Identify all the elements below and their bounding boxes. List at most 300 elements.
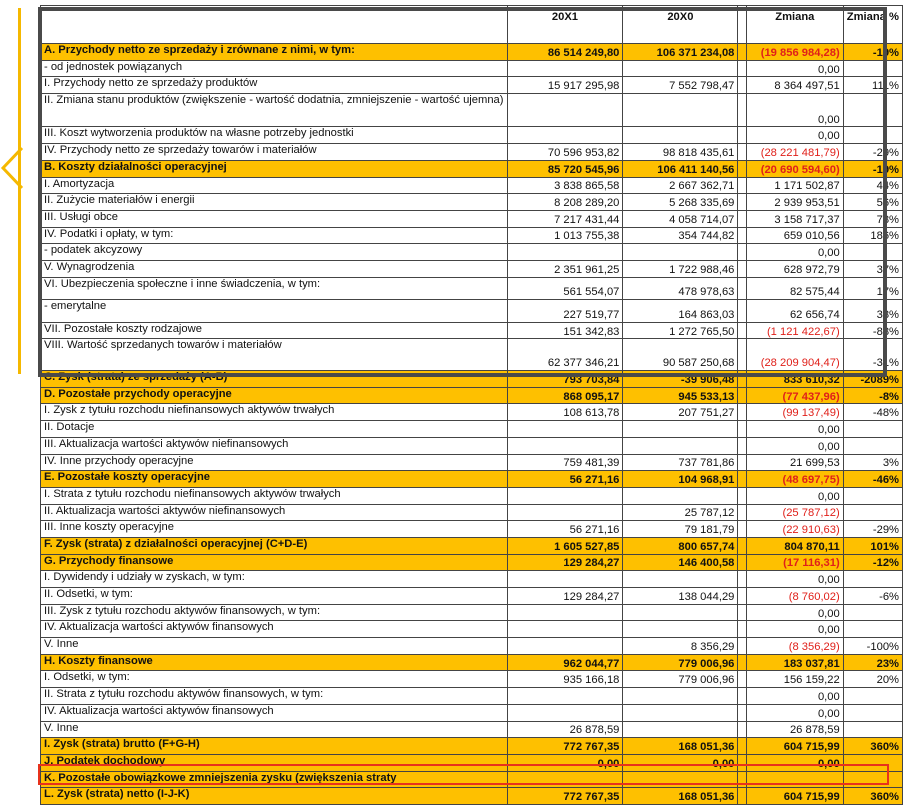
value-change-pct: 101% <box>843 537 902 554</box>
row-label: III. Inne koszty operacyjne <box>41 521 508 538</box>
value-change-pct <box>843 437 902 454</box>
row-label: F. Zysk (strata) z działalności operacyjnej (C+D-E) <box>41 537 508 554</box>
table-row <box>41 521 903 538</box>
row-label: IV. Przychody netto ze sprzedaży towarów i materiałów <box>41 144 508 161</box>
value-20x0: 168 051,36 <box>623 738 738 755</box>
table-row <box>41 788 903 805</box>
value-change: 62 656,74 <box>746 300 843 323</box>
table-row <box>41 339 903 371</box>
value-20x0: 207 751,27 <box>623 404 738 421</box>
value-change: 1 171 502,87 <box>746 177 843 194</box>
value-20x1 <box>507 604 623 621</box>
header-label <box>41 6 508 44</box>
column-gap <box>738 194 747 211</box>
table-row <box>41 227 903 244</box>
row-label: V. Inne <box>41 721 508 738</box>
column-gap <box>738 704 747 721</box>
row-label: I. Strata z tytułu rozchodu niefinansowych aktywów trwałych <box>41 487 508 504</box>
value-20x1: 772 767,35 <box>507 788 623 805</box>
table-row <box>41 554 903 571</box>
table-row <box>41 244 903 261</box>
value-20x1 <box>507 688 623 705</box>
value-20x0: 354 744,82 <box>623 227 738 244</box>
row-label: I. Odsetki, w tym: <box>41 671 508 688</box>
value-change-pct: -46% <box>843 471 902 488</box>
value-20x1: 935 166,18 <box>507 671 623 688</box>
value-20x1: 7 217 431,44 <box>507 210 623 227</box>
row-label: VI. Ubezpieczenia społeczne i inne świadczenia, w tym: <box>41 277 508 300</box>
value-change: 0,00 <box>746 621 843 638</box>
column-gap <box>738 6 747 44</box>
header-change: Zmiana <box>746 6 843 44</box>
column-gap <box>738 671 747 688</box>
value-20x1: 62 377 346,21 <box>507 339 623 371</box>
value-change-pct: 56% <box>843 194 902 211</box>
column-gap <box>738 554 747 571</box>
table-row <box>41 654 903 671</box>
column-gap <box>738 621 747 638</box>
table-row <box>41 277 903 300</box>
value-change: 183 037,81 <box>746 654 843 671</box>
table-row <box>41 688 903 705</box>
value-20x0: 138 044,29 <box>623 588 738 605</box>
value-20x0: 2 667 362,71 <box>623 177 738 194</box>
value-change: 0,00 <box>746 604 843 621</box>
header-row <box>41 6 903 44</box>
value-change: (17 116,31) <box>746 554 843 571</box>
value-change: 628 972,79 <box>746 260 843 277</box>
value-20x1: 227 519,77 <box>507 300 623 323</box>
column-gap <box>738 339 747 371</box>
value-change-pct: -29% <box>843 144 902 161</box>
row-label: II. Odsetki, w tym: <box>41 588 508 605</box>
value-change-pct: 23% <box>843 654 902 671</box>
value-20x0 <box>623 244 738 261</box>
value-change: 156 159,22 <box>746 671 843 688</box>
row-label: E. Pozostałe koszty operacyjne <box>41 471 508 488</box>
row-label: II. Zużycie materiałów i energii <box>41 194 508 211</box>
value-change: 0,00 <box>746 60 843 77</box>
value-change: 0,00 <box>746 688 843 705</box>
table-row <box>41 322 903 339</box>
row-label: II. Zmiana stanu produktów (zwiększenie - wartość dodatnia, zmniejszenie - wartość ujemna) <box>41 94 508 127</box>
column-gap <box>738 144 747 161</box>
value-change: (99 137,49) <box>746 404 843 421</box>
value-20x0 <box>623 127 738 144</box>
value-change: (22 910,63) <box>746 521 843 538</box>
value-20x0: -39 906,48 <box>623 371 738 388</box>
row-label: L. Zysk (strata) netto (I-J-K) <box>41 788 508 805</box>
value-20x0: 164 863,03 <box>623 300 738 323</box>
value-20x1: 1 013 755,38 <box>507 227 623 244</box>
row-label: J. Podatek dochodowy <box>41 754 508 771</box>
value-20x0: 0,00 <box>623 754 738 771</box>
value-20x0: 478 978,63 <box>623 277 738 300</box>
value-20x1: 70 596 953,82 <box>507 144 623 161</box>
value-change: (1 121 422,67) <box>746 322 843 339</box>
row-label: III. Zysk z tytułu rozchodu aktywów finansowych, w tym: <box>41 604 508 621</box>
column-gap <box>738 322 747 339</box>
table-row <box>41 160 903 177</box>
value-change: (28 209 904,47) <box>746 339 843 371</box>
column-gap <box>738 588 747 605</box>
value-20x1 <box>507 421 623 438</box>
column-gap <box>738 487 747 504</box>
value-20x1: 56 271,16 <box>507 471 623 488</box>
value-20x1: 56 271,16 <box>507 521 623 538</box>
left-arrow-decoration <box>0 146 24 190</box>
value-change: (19 856 984,28) <box>746 44 843 61</box>
row-label: VIII. Wartość sprzedanych towarów i materiałów <box>41 339 508 371</box>
value-change: 0,00 <box>746 704 843 721</box>
table-row <box>41 771 903 788</box>
value-change-pct: 111% <box>843 77 902 94</box>
value-20x1: 0,00 <box>507 754 623 771</box>
value-20x0: 7 552 798,47 <box>623 77 738 94</box>
column-gap <box>738 638 747 655</box>
row-label: I. Zysk z tytułu rozchodu niefinansowych aktywów trwałych <box>41 404 508 421</box>
row-label: B. Koszty działalności operacyjnej <box>41 160 508 177</box>
value-change: 0,00 <box>746 421 843 438</box>
value-change: 0,00 <box>746 571 843 588</box>
row-label: III. Aktualizacja wartości aktywów niefinansowych <box>41 437 508 454</box>
value-20x1 <box>507 437 623 454</box>
value-20x1: 8 208 289,20 <box>507 194 623 211</box>
value-change-pct: 360% <box>843 788 902 805</box>
column-gap <box>738 44 747 61</box>
value-change-pct: 360% <box>843 738 902 755</box>
value-change-pct: 20% <box>843 671 902 688</box>
table-row <box>41 210 903 227</box>
value-20x1: 151 342,83 <box>507 322 623 339</box>
table-row <box>41 621 903 638</box>
table-row <box>41 371 903 388</box>
column-gap <box>738 721 747 738</box>
value-20x0: 5 268 335,69 <box>623 194 738 211</box>
value-20x0 <box>623 721 738 738</box>
row-label: IV. Inne przychody operacyjne <box>41 454 508 471</box>
table-row <box>41 404 903 421</box>
value-change: 21 699,53 <box>746 454 843 471</box>
value-change: 8 364 497,51 <box>746 77 843 94</box>
value-change: (8 356,29) <box>746 638 843 655</box>
column-gap <box>738 521 747 538</box>
row-label: - emerytalne <box>41 300 508 323</box>
column-gap <box>738 160 747 177</box>
value-20x0: 98 818 435,61 <box>623 144 738 161</box>
value-change: 604 715,99 <box>746 738 843 755</box>
value-20x0: 90 587 250,68 <box>623 339 738 371</box>
value-20x1: 85 720 545,96 <box>507 160 623 177</box>
row-label: I. Amortyzacja <box>41 177 508 194</box>
value-change-pct <box>843 487 902 504</box>
row-label: IV. Podatki i opłaty, w tym: <box>41 227 508 244</box>
value-change: 604 715,99 <box>746 788 843 805</box>
value-20x1: 868 095,17 <box>507 387 623 404</box>
value-20x0: 737 781,86 <box>623 454 738 471</box>
value-change-pct <box>843 771 902 788</box>
value-20x0: 79 181,79 <box>623 521 738 538</box>
value-20x0: 25 787,12 <box>623 504 738 521</box>
value-change: 0,00 <box>746 127 843 144</box>
table-row <box>41 194 903 211</box>
left-bracket-decoration <box>18 8 21 374</box>
table-row <box>41 127 903 144</box>
table-row <box>41 638 903 655</box>
table-row <box>41 487 903 504</box>
income-statement-table <box>40 5 903 805</box>
value-20x1 <box>507 621 623 638</box>
table-row <box>41 421 903 438</box>
value-20x1 <box>507 771 623 788</box>
row-label: C. Zysk (strata) ze sprzedaży (A-B) <box>41 371 508 388</box>
table-row <box>41 260 903 277</box>
row-label: D. Pozostałe przychody operacyjne <box>41 387 508 404</box>
row-label: I. Przychody netto ze sprzedaży produktów <box>41 77 508 94</box>
value-20x0: 1 272 765,50 <box>623 322 738 339</box>
table-row <box>41 144 903 161</box>
value-change-pct: 37% <box>843 260 902 277</box>
value-20x1 <box>507 94 623 127</box>
column-gap <box>738 421 747 438</box>
column-gap <box>738 387 747 404</box>
column-gap <box>738 571 747 588</box>
column-gap <box>738 371 747 388</box>
column-gap <box>738 654 747 671</box>
row-label: - podatek akcyzowy <box>41 244 508 261</box>
value-change-pct <box>843 604 902 621</box>
value-change: (20 690 594,60) <box>746 160 843 177</box>
column-gap <box>738 260 747 277</box>
value-change-pct: -8% <box>843 387 902 404</box>
value-20x0: 4 058 714,07 <box>623 210 738 227</box>
value-change: (8 760,02) <box>746 588 843 605</box>
value-20x1: 86 514 249,80 <box>507 44 623 61</box>
value-change: 804 870,11 <box>746 537 843 554</box>
value-change-pct: -29% <box>843 521 902 538</box>
header-20x1: 20X1 <box>507 6 623 44</box>
value-change <box>746 771 843 788</box>
value-change-pct: 186% <box>843 227 902 244</box>
value-change-pct <box>843 127 902 144</box>
row-label: I. Dywidendy i udziały w zyskach, w tym: <box>41 571 508 588</box>
table-row <box>41 588 903 605</box>
value-change-pct: -100% <box>843 638 902 655</box>
value-20x1: 793 703,84 <box>507 371 623 388</box>
value-20x1 <box>507 504 623 521</box>
value-change-pct: 38% <box>843 300 902 323</box>
value-20x1: 3 838 865,58 <box>507 177 623 194</box>
column-gap <box>738 537 747 554</box>
value-change-pct: 78% <box>843 210 902 227</box>
value-20x1: 962 044,77 <box>507 654 623 671</box>
value-20x0 <box>623 604 738 621</box>
value-change-pct <box>843 94 902 127</box>
row-label: VII. Pozostałe koszty rodzajowe <box>41 322 508 339</box>
column-gap <box>738 300 747 323</box>
table-row <box>41 671 903 688</box>
value-change-pct <box>843 60 902 77</box>
table-row <box>41 604 903 621</box>
value-change: 0,00 <box>746 487 843 504</box>
value-20x1: 26 878,59 <box>507 721 623 738</box>
value-20x0: 779 006,96 <box>623 654 738 671</box>
value-20x1: 759 481,39 <box>507 454 623 471</box>
value-change: 82 575,44 <box>746 277 843 300</box>
column-gap <box>738 94 747 127</box>
column-gap <box>738 754 747 771</box>
value-change: (48 697,75) <box>746 471 843 488</box>
row-label: IV. Aktualizacja wartości aktywów finansowych <box>41 621 508 638</box>
value-20x0 <box>623 94 738 127</box>
table-row <box>41 77 903 94</box>
header-20x0: 20X0 <box>623 6 738 44</box>
row-label: III. Usługi obce <box>41 210 508 227</box>
table-row <box>41 454 903 471</box>
column-gap <box>738 77 747 94</box>
column-gap <box>738 177 747 194</box>
value-change: 3 158 717,37 <box>746 210 843 227</box>
value-20x1: 1 605 527,85 <box>507 537 623 554</box>
value-change-pct <box>843 571 902 588</box>
value-20x0: 779 006,96 <box>623 671 738 688</box>
value-change-pct <box>843 704 902 721</box>
value-change-pct <box>843 621 902 638</box>
row-label: II. Aktualizacja wartości aktywów niefinansowych <box>41 504 508 521</box>
row-label: II. Dotacje <box>41 421 508 438</box>
table-row <box>41 44 903 61</box>
row-label: G. Przychody finansowe <box>41 554 508 571</box>
value-change-pct: -31% <box>843 339 902 371</box>
value-20x1 <box>507 244 623 261</box>
value-change-pct <box>843 504 902 521</box>
value-20x0 <box>623 571 738 588</box>
row-label: IV. Aktualizacja wartości aktywów finansowych <box>41 704 508 721</box>
value-20x0: 800 657,74 <box>623 537 738 554</box>
value-20x1: 129 284,27 <box>507 554 623 571</box>
column-gap <box>738 277 747 300</box>
column-gap <box>738 771 747 788</box>
value-20x0 <box>623 621 738 638</box>
column-gap <box>738 210 747 227</box>
value-change-pct: -12% <box>843 554 902 571</box>
value-change-pct <box>843 754 902 771</box>
value-20x0: 945 533,13 <box>623 387 738 404</box>
table-row <box>41 738 903 755</box>
value-change-pct: 17% <box>843 277 902 300</box>
row-label: III. Koszt wytworzenia produktów na własne potrzeby jednostki <box>41 127 508 144</box>
row-label: II. Strata z tytułu rozchodu aktywów finansowych, w tym: <box>41 688 508 705</box>
value-20x0: 1 722 988,46 <box>623 260 738 277</box>
value-20x0 <box>623 688 738 705</box>
value-20x0: 106 411 140,56 <box>623 160 738 177</box>
value-change: 0,00 <box>746 437 843 454</box>
value-change-pct: -88% <box>843 322 902 339</box>
column-gap <box>738 404 747 421</box>
column-gap <box>738 244 747 261</box>
value-change-pct <box>843 688 902 705</box>
value-change-pct <box>843 244 902 261</box>
value-change-pct: -2089% <box>843 371 902 388</box>
value-20x1 <box>507 571 623 588</box>
column-gap <box>738 60 747 77</box>
table-row <box>41 471 903 488</box>
value-change-pct: -6% <box>843 588 902 605</box>
value-change-pct: 3% <box>843 454 902 471</box>
table-row <box>41 177 903 194</box>
value-20x1: 772 767,35 <box>507 738 623 755</box>
value-change: (28 221 481,79) <box>746 144 843 161</box>
value-change-pct: -48% <box>843 404 902 421</box>
column-gap <box>738 738 747 755</box>
value-20x1 <box>507 487 623 504</box>
value-20x0 <box>623 704 738 721</box>
value-change: 0,00 <box>746 244 843 261</box>
value-change-pct <box>843 721 902 738</box>
value-20x1 <box>507 127 623 144</box>
column-gap <box>738 127 747 144</box>
value-20x1: 108 613,78 <box>507 404 623 421</box>
value-change: 26 878,59 <box>746 721 843 738</box>
table-row <box>41 537 903 554</box>
value-change: (77 437,96) <box>746 387 843 404</box>
column-gap <box>738 454 747 471</box>
table-row <box>41 387 903 404</box>
row-label: A. Przychody netto ze sprzedaży i zrównane z nimi, w tym: <box>41 44 508 61</box>
value-20x1: 561 554,07 <box>507 277 623 300</box>
value-20x1 <box>507 638 623 655</box>
column-gap <box>738 471 747 488</box>
value-change-pct: 44% <box>843 177 902 194</box>
table-row <box>41 94 903 127</box>
value-20x1 <box>507 704 623 721</box>
value-change-pct <box>843 421 902 438</box>
table-row <box>41 300 903 323</box>
row-label: K. Pozostałe obowiązkowe zmniejszenia zysku (zwiększenia straty <box>41 771 508 788</box>
value-change: 0,00 <box>746 94 843 127</box>
table-row <box>41 504 903 521</box>
value-change-pct: -19% <box>843 44 902 61</box>
value-20x0: 8 356,29 <box>623 638 738 655</box>
row-label: I. Zysk (strata) brutto (F+G-H) <box>41 738 508 755</box>
value-change: 833 610,32 <box>746 371 843 388</box>
value-20x0 <box>623 421 738 438</box>
column-gap <box>738 788 747 805</box>
column-gap <box>738 504 747 521</box>
value-20x1: 15 917 295,98 <box>507 77 623 94</box>
value-20x0: 104 968,91 <box>623 471 738 488</box>
value-20x1 <box>507 60 623 77</box>
value-change-pct: -19% <box>843 160 902 177</box>
value-20x0 <box>623 437 738 454</box>
value-20x0 <box>623 487 738 504</box>
column-gap <box>738 604 747 621</box>
value-20x0: 106 371 234,08 <box>623 44 738 61</box>
value-20x0 <box>623 771 738 788</box>
row-label: - od jednostek powiązanych <box>41 60 508 77</box>
value-change: (25 787,12) <box>746 504 843 521</box>
value-20x1: 129 284,27 <box>507 588 623 605</box>
value-change: 2 939 953,51 <box>746 194 843 211</box>
value-20x1: 2 351 961,25 <box>507 260 623 277</box>
row-label: V. Wynagrodzenia <box>41 260 508 277</box>
value-change: 659 010,56 <box>746 227 843 244</box>
value-change: 0,00 <box>746 754 843 771</box>
column-gap <box>738 688 747 705</box>
table-row <box>41 754 903 771</box>
header-change-pct: Zmiana % <box>843 6 902 44</box>
value-20x0 <box>623 60 738 77</box>
